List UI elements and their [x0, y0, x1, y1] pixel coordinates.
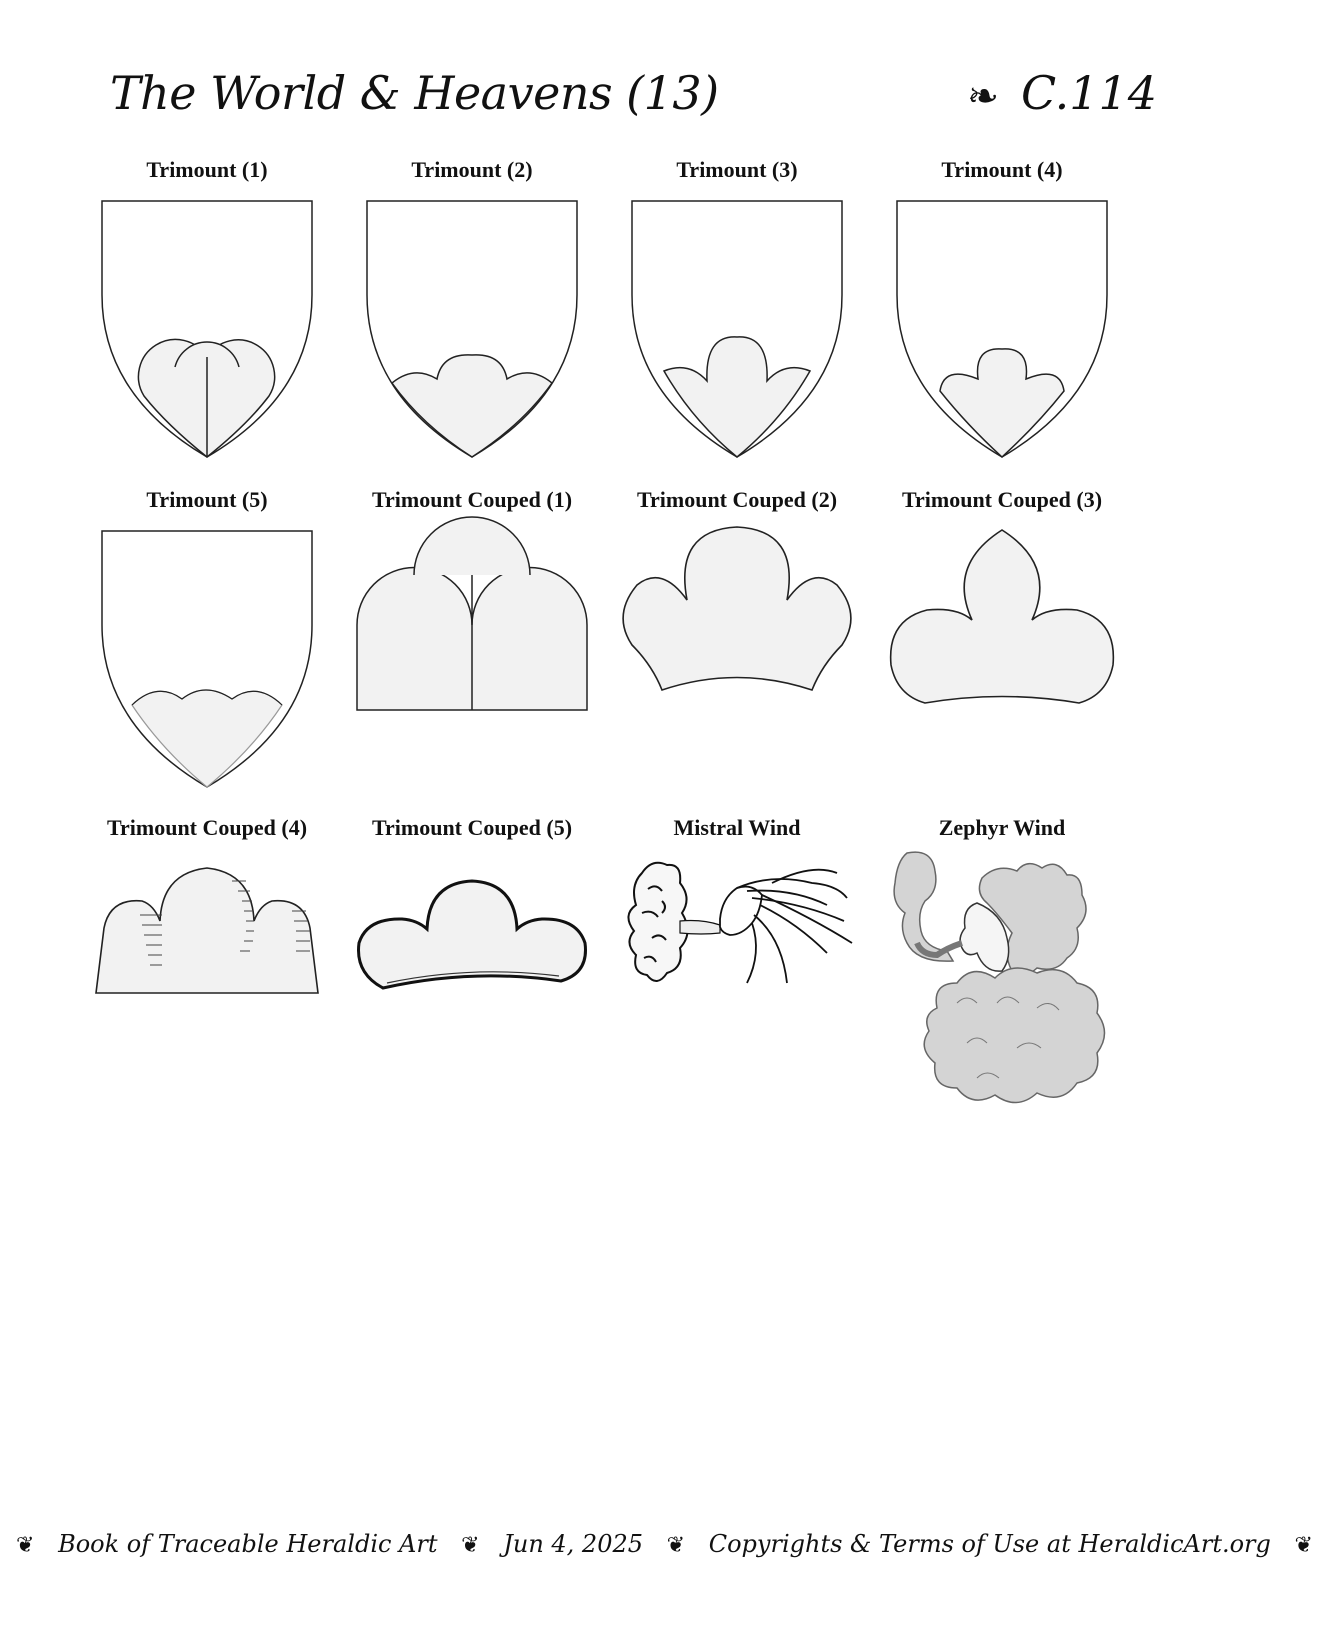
figure-label: Trimount Couped (4) [106, 815, 308, 840]
footer-terms: Copyrights & Terms of Use at HeraldicArt.org [708, 1530, 1271, 1558]
fleuron-icon: ❧ [967, 74, 1000, 118]
figure-label: Trimount (5) [146, 487, 268, 512]
figure-label: Trimount (4) [941, 157, 1063, 182]
fleuron-icon: ❦ [666, 1533, 686, 1558]
fleuron-icon: ❦ [16, 1533, 35, 1558]
mistral-wind-icon [612, 843, 862, 1003]
figure-trimount-5 [72, 485, 342, 795]
figure-trimount-1 [72, 155, 342, 465]
zephyr-wind-icon [877, 843, 1127, 1113]
figure-label: Trimount Couped (1) [371, 487, 573, 512]
figure-label: Trimount (2) [411, 157, 533, 182]
trimount-3-icon [617, 185, 857, 465]
footer-book-title: Book of Traceable Heraldic Art [58, 1530, 438, 1558]
trimount-couped-1-icon [347, 515, 597, 715]
figure-label: Trimount Couped (3) [901, 487, 1103, 512]
page-title: The World & Heavens (13) [110, 66, 719, 120]
fleuron-icon: ❦ [1294, 1533, 1313, 1558]
figure-trimount-couped-3 [867, 485, 1137, 715]
trimount-2-icon [352, 185, 592, 465]
figure-trimount-couped-4 [72, 813, 342, 1003]
footer-date: Jun 4, 2025 [503, 1530, 644, 1558]
trimount-couped-2-icon [612, 515, 862, 715]
trimount-couped-3-icon [877, 515, 1127, 715]
figure-trimount-4 [867, 155, 1137, 465]
figure-label: Trimount (3) [676, 157, 798, 182]
trimount-5-icon [87, 515, 327, 795]
figure-label: Trimount Couped (5) [371, 815, 573, 840]
figure-label: Trimount (1) [146, 157, 268, 182]
plate-number: C.114 [1021, 66, 1157, 120]
figure-trimount-3 [602, 155, 872, 465]
figure-label: Zephyr Wind [938, 815, 1066, 840]
figure-label: Mistral Wind [673, 815, 801, 840]
figure-trimount-couped-2 [602, 485, 872, 715]
figure-zephyr-wind [867, 813, 1137, 1113]
trimount-couped-4-icon [82, 843, 332, 1003]
fleuron-icon: ❦ [461, 1533, 480, 1558]
figure-trimount-couped-1 [337, 485, 607, 715]
plate-id [967, 66, 1157, 120]
trimount-4-icon [882, 185, 1122, 465]
trimount-1-icon [87, 185, 327, 465]
figure-trimount-couped-5 [337, 813, 607, 1003]
trimount-couped-5-icon [347, 843, 597, 1003]
figure-trimount-2 [337, 155, 607, 465]
figure-label: Trimount Couped (2) [636, 487, 838, 512]
figure-mistral-wind [602, 813, 872, 1003]
page-footer [0, 1530, 1313, 1558]
